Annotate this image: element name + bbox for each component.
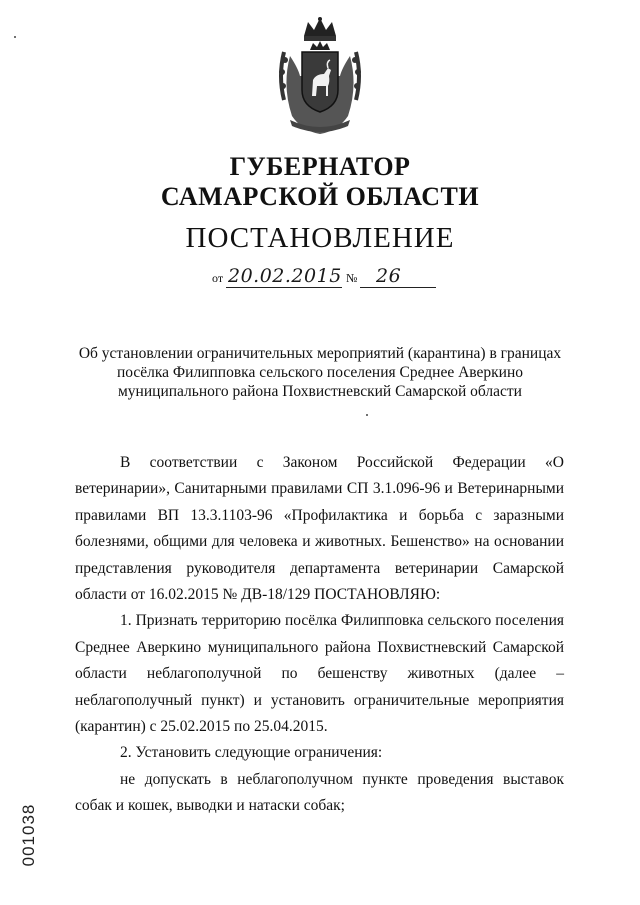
serial-number-stamp xyxy=(14,790,44,880)
clause-2-paragraph: 2. Установить следующие ограничения: xyxy=(120,744,383,762)
number-prefix: № xyxy=(346,271,358,285)
clause-1-paragraph: 1. Признать территорию посёлка Филипповка сельского поселения Среднее Аверкино муниципального района Похвистневский Самарской области неблагополучной по бешенству животных (далее – неблагополучный пункт) и установить ограничительные мероприятия (карантин) с 25.02.2015 по 25.04.2015. xyxy=(75,612,564,736)
scan-speck xyxy=(366,414,368,416)
restriction-paragraph: не допускать в неблагополучном пункте проведения выставок собак и кошек, выводки и натаски собак; xyxy=(75,770,564,815)
preamble-paragraph: В соответствии с Законом Российской Федерации «О ветеринарии», Санитарными правилами СП 3.1.096-96 и Ветеринарными правилами ВП 13.3.1103-96 «Профилактика и борьба с заразными болезнями, общими для человека и животных. Бешенство» на основании представления руководителя департамента ветеринарии Самарской области от 16.02.2015 № ДВ-18/129 ПОСТАНОВЛЯЮ: xyxy=(75,454,564,604)
subject-line: муниципального района Похвистневский Самарской области xyxy=(118,383,522,400)
scan-speck xyxy=(14,36,16,38)
date-underline xyxy=(226,287,342,288)
document-body xyxy=(75,450,564,820)
date-prefix: от xyxy=(212,271,224,285)
issuer-title-line2: САМАРСКОЙ ОБЛАСТИ xyxy=(160,182,480,211)
number-value: 26 xyxy=(376,265,402,287)
subject-line: посёлка Филипповка сельского поселения Среднее Аверкино xyxy=(116,364,524,381)
registration-line xyxy=(210,264,440,290)
coat-of-arms-emblem xyxy=(276,16,364,138)
document-subject xyxy=(60,344,580,401)
subject-line: Об установлении ограничительных мероприятий (карантина) в границах xyxy=(78,345,562,362)
date-value: 20.02.2015 xyxy=(228,265,342,287)
serial-number: 001038 xyxy=(19,803,38,867)
number-underline xyxy=(360,287,436,288)
issuer-title-line1: ГУБЕРНАТОР xyxy=(229,152,411,181)
document-type: ПОСТАНОВЛЕНИЕ xyxy=(185,222,455,254)
